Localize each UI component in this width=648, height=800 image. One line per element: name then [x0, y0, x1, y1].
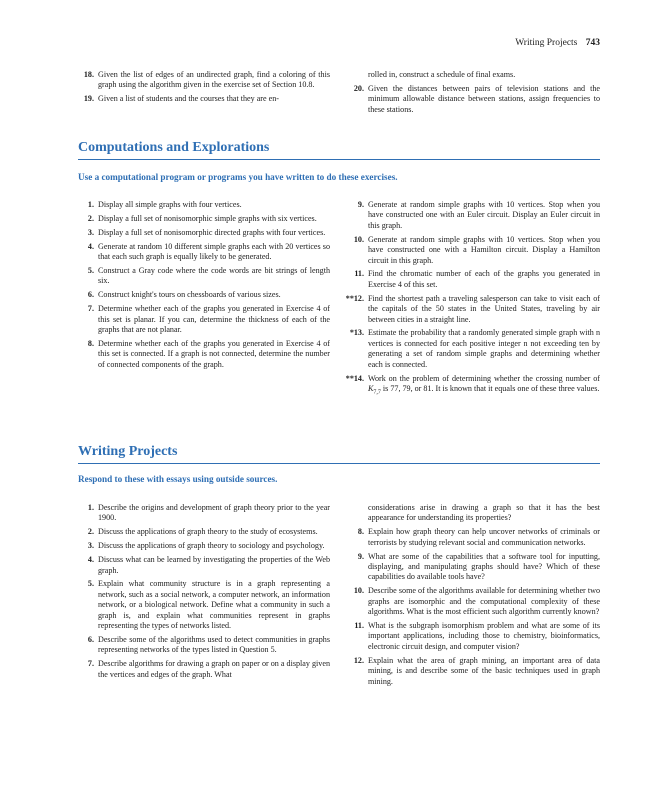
math-symbol: K: [368, 384, 374, 393]
exercise-item: 7. Describe algorithms for drawing a graph on paper or on a display given the vertices and edges of the graph. What: [87, 659, 330, 679]
exercise-item: 5. Explain what community structure is in a graph representing a network, such as a social network, a computer network, an information network, or a biological network. Define what a community in such a graph is, and explain what communities represent in graphs representing the types of networks listed.: [87, 579, 330, 631]
writing-projects-heading: Writing Projects: [78, 444, 600, 464]
exercise-item: 10. Describe some of the algorithms available for determining whether two graphs are isomorphic and the computational complexity of these algorithms. What is the most efficient such algorithm currently known?: [353, 586, 600, 617]
exercise-item: 1. Describe the origins and development of graph theory prior to the year 1900.: [87, 503, 330, 523]
exercise-item: **12. Find the shortest path a traveling salesperson can take to visit each of the capitals of the 50 states in the United States, traveling by air between cities in a straight line.: [345, 293, 600, 324]
exercise-item: 1. Display all simple graphs with four vertices.: [87, 200, 242, 209]
running-head: [515, 38, 600, 48]
exercise-item: 6. Construct knight's tours on chessboards of various sizes.: [87, 290, 281, 300]
exercise-item: 19. Given a list of students and the courses that they are en-: [83, 94, 279, 104]
page-number: 743: [585, 38, 600, 48]
computations-right-column: [345, 200, 600, 402]
computations-heading: Computations and Explorations: [78, 140, 600, 160]
exercise-item: *13. Estimate the probability that a randomly generated simple graph with n vertices is connected for each positive integer n not exceeding ten by generating a set of random simple graphs and determining whether each is connected.: [349, 328, 600, 369]
exercise-item: 11. What is the subgraph isomorphism problem and what are some of its important applications, including those to chemistry, bioinformatics, electronic circuit design, and computer vision?: [354, 621, 600, 651]
exercise-item: 3. Discuss the applications of graph theory to sociology and psychology.: [87, 541, 325, 551]
exercise-item: 9. What are some of the capabilities that a software tool for inputting, displaying, and manipulating graphs should have? Which of these capabilities do available tools have?: [357, 551, 600, 582]
exercise-item: 5. Construct a Gray code where the code words are bit strings of length six.: [87, 266, 330, 286]
exercise-item: 8. Determine whether each of the graphs you generated in Exercise 4 of this set is connected. If a graph is not connected, determine the number of connected components of the graph.: [87, 338, 330, 369]
exercise-item: 18. Given the list of edges of an undirected graph, find a coloring of this graph using the algorithm given in the exercise set of Section 10.8.: [83, 70, 330, 90]
exercise-item: 7. Determine whether each of the graphs you generated in Exercise 4 of this set is planar. If you can, determine the thickness of each of the graphs that are not planar.: [87, 304, 330, 335]
exercise-item: 11. Find the chromatic number of each of the graphs you generated in Exercise 4 of this set.: [354, 269, 600, 289]
exercise-continuation: considerations arise in drawing a graph so that it has the best appearance for understanding its properties?: [368, 503, 600, 523]
exercise-item: 6. Describe some of the algorithms used to detect communities in graphs representing networks of the types listed in Question 5.: [87, 634, 330, 655]
computations-exercises: [78, 200, 600, 402]
writing-right-column: [348, 503, 600, 691]
exercise-item: 4. Discuss what can be learned by investigating the properties of the Web graph.: [87, 555, 330, 575]
exercise-item: 9. Generate at random simple graphs with 10 vertices. Stop when you have constructed one with an Euler circuit. Display an Euler circuit in this graph.: [357, 200, 600, 230]
exercise-item: **14. Work on the problem of determining whether the crossing number of $K_{7,7}$ is 77, 79, or 81. It is known that it equals one of these three values.: [345, 373, 600, 396]
exercise-item: 20. Given the distances between pairs of television stations and the minimum allowable distance between stations, assign frequencies to these stations.: [353, 83, 600, 114]
writing-projects-instructions: Respond to these with essays using outside sources.: [78, 474, 278, 484]
exercise-item: 2. Discuss the applications of graph theory to the study of ecosystems.: [87, 527, 318, 537]
writing-projects-exercises: [78, 503, 600, 691]
writing-left-column: [78, 503, 330, 691]
computations-instructions: Use a computational program or programs you have written to do these exercises.: [78, 172, 398, 182]
exercise-item: 4. Generate at random 10 different simple graphs each with 20 vertices so that each such graph is equally likely to be generated.: [87, 241, 330, 262]
running-title: Writing Projects: [515, 38, 578, 48]
exercise-item: 10. Generate at random simple graphs with 10 vertices. Stop when you have constructed one with a Hamilton circuit. Display a Hamilton circuit in this graph.: [353, 234, 600, 265]
exercise-item: 12. Explain what the area of graph mining, an important area of data mining, is and describe some of the basic techniques used in graph mining.: [353, 655, 600, 686]
computations-left-column: [78, 200, 330, 402]
supplementary-exercises-tail: [78, 70, 600, 119]
top-left-column: [78, 70, 330, 119]
exercise-item: 2. Display a full set of nonisomorphic simple graphs with six vertices.: [87, 213, 317, 223]
exercise-continuation: rolled in, construct a schedule of final exams.: [368, 70, 516, 79]
exercise-item: 8. Explain how graph theory can help uncover networks of criminals or terrorists by studying relevant social and communication networks.: [357, 527, 600, 547]
exercise-item: 3. Display a full set of nonisomorphic directed graphs with four vertices.: [87, 227, 326, 237]
top-right-column: [348, 70, 600, 119]
